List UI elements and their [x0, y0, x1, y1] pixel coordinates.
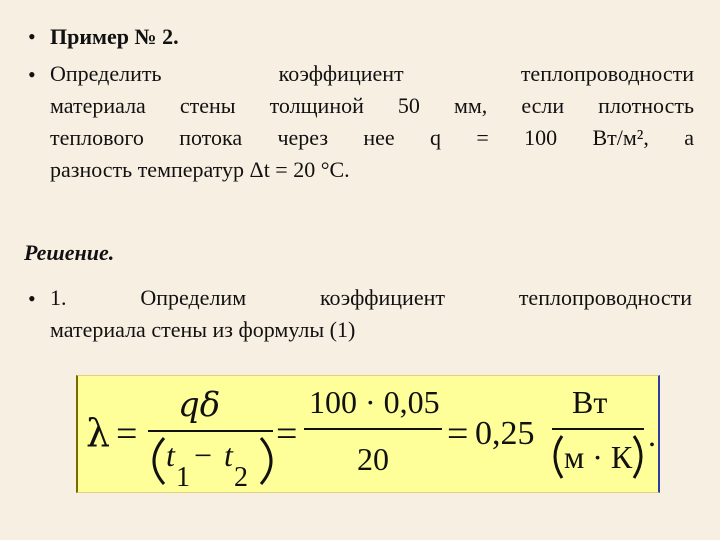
formula-box [76, 375, 660, 493]
formula-equals: = [276, 413, 298, 455]
formula [78, 376, 658, 492]
slide: • Пример № 2. • Определить коэффициент теплопроводности материала стены толщиной 50 мм, если плотность теплового потока через нее q = 100 Вт/м², а разность температур Δt = 20 °С. Решение. • 1. Определим коэффициент теплопроводности материала стены из формулы (1) λ = qδ t 1 − t 2 = 100 · 0,05 20 = 0,25 Вт м · К . [24, 24, 694, 492]
problem-line: материала стены толщиной 50 мм, если плотность [50, 93, 694, 118]
problem-line: разность температур Δt = 20 °С. [50, 157, 350, 182]
problem-line: теплового потока через нее q = 100 Вт/м², а [50, 125, 694, 150]
formula-equals: = [116, 413, 138, 455]
formula-t1: t [166, 437, 175, 473]
problem-statement [50, 58, 694, 186]
solution-step [50, 282, 692, 346]
formula-minus: − [194, 437, 213, 473]
solution-heading: Решение. [24, 240, 115, 265]
formula-lambda: λ [86, 411, 111, 455]
problem-line: Определить коэффициент теплопроводности [50, 61, 694, 86]
example-title: Пример № 2. [50, 24, 179, 49]
right-paren [261, 438, 271, 484]
left-paren [555, 436, 562, 478]
unit-numerator: Вт [572, 384, 608, 420]
formula-denominator-value: 20 [357, 441, 389, 477]
left-paren [154, 438, 164, 484]
solution-line: 1. Определим коэффициент теплопроводности [50, 285, 692, 310]
formula-period: . [648, 417, 656, 453]
formula-t2: t [224, 437, 233, 473]
formula-numerator-q-delta: qδ [178, 385, 221, 425]
unit-denominator: м · К [564, 439, 633, 475]
formula-result: 0,25 [475, 415, 535, 452]
solution-line: материала стены из формулы (1) [50, 317, 356, 342]
formula-equals: = [447, 413, 469, 455]
formula-t2-subscript: 2 [234, 462, 248, 492]
formula-t1-subscript: 1 [176, 462, 190, 492]
bullet-dot: • [28, 24, 36, 49]
formula-numerator-values: 100 · 0,05 [309, 384, 440, 420]
right-paren [634, 436, 641, 478]
